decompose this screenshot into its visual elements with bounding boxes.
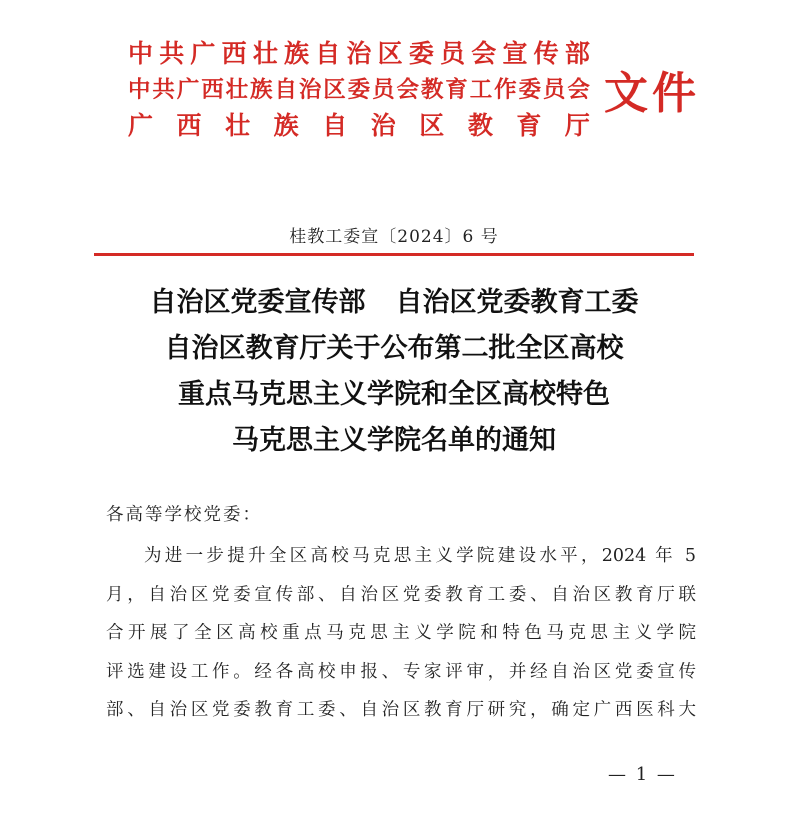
- issuer-char: 治: [346, 39, 372, 68]
- body-text: [106, 537, 696, 730]
- issuer-block: [128, 36, 590, 144]
- issuer-char: 共: [152, 77, 175, 103]
- issuer-char: 区: [419, 111, 445, 140]
- issuer-char: 治: [298, 77, 322, 103]
- issuer-char: 员: [542, 77, 566, 103]
- issuer-line-1: [128, 36, 590, 72]
- issuer-char: 员: [440, 39, 466, 68]
- issuer-char: 部: [564, 39, 590, 68]
- issuer-char: 中: [128, 77, 151, 103]
- issuer-char: 壮: [225, 111, 251, 140]
- issuer-char: 会: [396, 77, 419, 103]
- issuer-char: 会: [471, 39, 497, 68]
- issuer-char: 委: [408, 39, 434, 68]
- issuer-char: 共: [159, 39, 185, 68]
- issuer-line-3: [128, 108, 590, 144]
- issuer-char: 自: [322, 111, 348, 140]
- issuer-char: 宣: [502, 39, 528, 68]
- issuer-char: 工: [469, 77, 493, 103]
- body-line: 为进一步提升全区高校马克思主义学院建设水平，2024 年 5: [144, 546, 696, 566]
- salutation: 各高等学校党委：: [106, 505, 262, 525]
- issuer-char: 壮: [225, 77, 249, 103]
- issuer-char: 会: [567, 77, 590, 103]
- issuer-char: 广: [190, 39, 216, 68]
- issuer-char: 委: [518, 77, 542, 103]
- issuer-char: 自: [315, 39, 341, 68]
- document-number: 桂教工委宣〔2024〕6 号: [289, 227, 499, 247]
- body-line: 评选建设工作。经各高校申报、专家评审，并经自治区党委宣传: [106, 661, 696, 682]
- issuer-char: 壮: [252, 39, 278, 68]
- issuer-char: 厅: [564, 111, 590, 140]
- title-line-1: [0, 280, 788, 326]
- issuer-char: 治: [370, 111, 396, 140]
- body-line: 合开展了全区高校重点马克思主义学院和特色马克思主义学院: [106, 623, 696, 643]
- document-suffix: 文件: [604, 68, 700, 119]
- page-number: — 1 —: [608, 764, 677, 785]
- issuer-char: 族: [284, 39, 310, 68]
- issuer-char: 自: [274, 77, 297, 103]
- red-divider: [94, 253, 694, 256]
- issuer-char: 教: [467, 111, 493, 140]
- issuer-char: 区: [323, 77, 346, 103]
- title-line-3: 重点马克思主义学院和全区高校特色: [178, 379, 610, 410]
- issuer-char: 作: [494, 77, 517, 103]
- issuer-char: 教: [420, 77, 444, 103]
- notice-title: [0, 280, 788, 464]
- issuer-char: 族: [273, 111, 299, 140]
- title-issuer-right: 自治区党委教育工委: [395, 287, 639, 318]
- issuer-char: 广: [128, 111, 154, 140]
- issuer-char: 育: [516, 111, 542, 140]
- body-line: 部、自治区党委教育工委、自治区教育厅研究，确定广西医科大: [106, 700, 696, 720]
- issuer-char: 区: [377, 39, 403, 68]
- issuer-line-2: [128, 72, 590, 108]
- issuer-char: 委: [347, 77, 371, 103]
- title-line-4: 马克思主义学院名单的通知: [232, 425, 556, 456]
- title-line-2: 自治区教育厅关于公布第二批全区高校: [164, 333, 624, 364]
- issuer-char: 中: [128, 39, 154, 68]
- issuer-char: 育: [445, 77, 468, 103]
- issuer-char: 员: [372, 77, 395, 103]
- issuer-char: 族: [250, 77, 273, 103]
- body-line: 月，自治区党委宣传部、自治区党委教育工委、自治区教育厅联: [106, 584, 696, 605]
- issuer-char: 西: [176, 111, 202, 140]
- issuer-char: 传: [533, 39, 559, 68]
- issuer-char: 西: [221, 39, 247, 68]
- issuer-char: 西: [201, 77, 224, 103]
- title-issuer-left: 自治区党委宣传部: [149, 287, 366, 318]
- issuer-char: 广: [176, 77, 200, 103]
